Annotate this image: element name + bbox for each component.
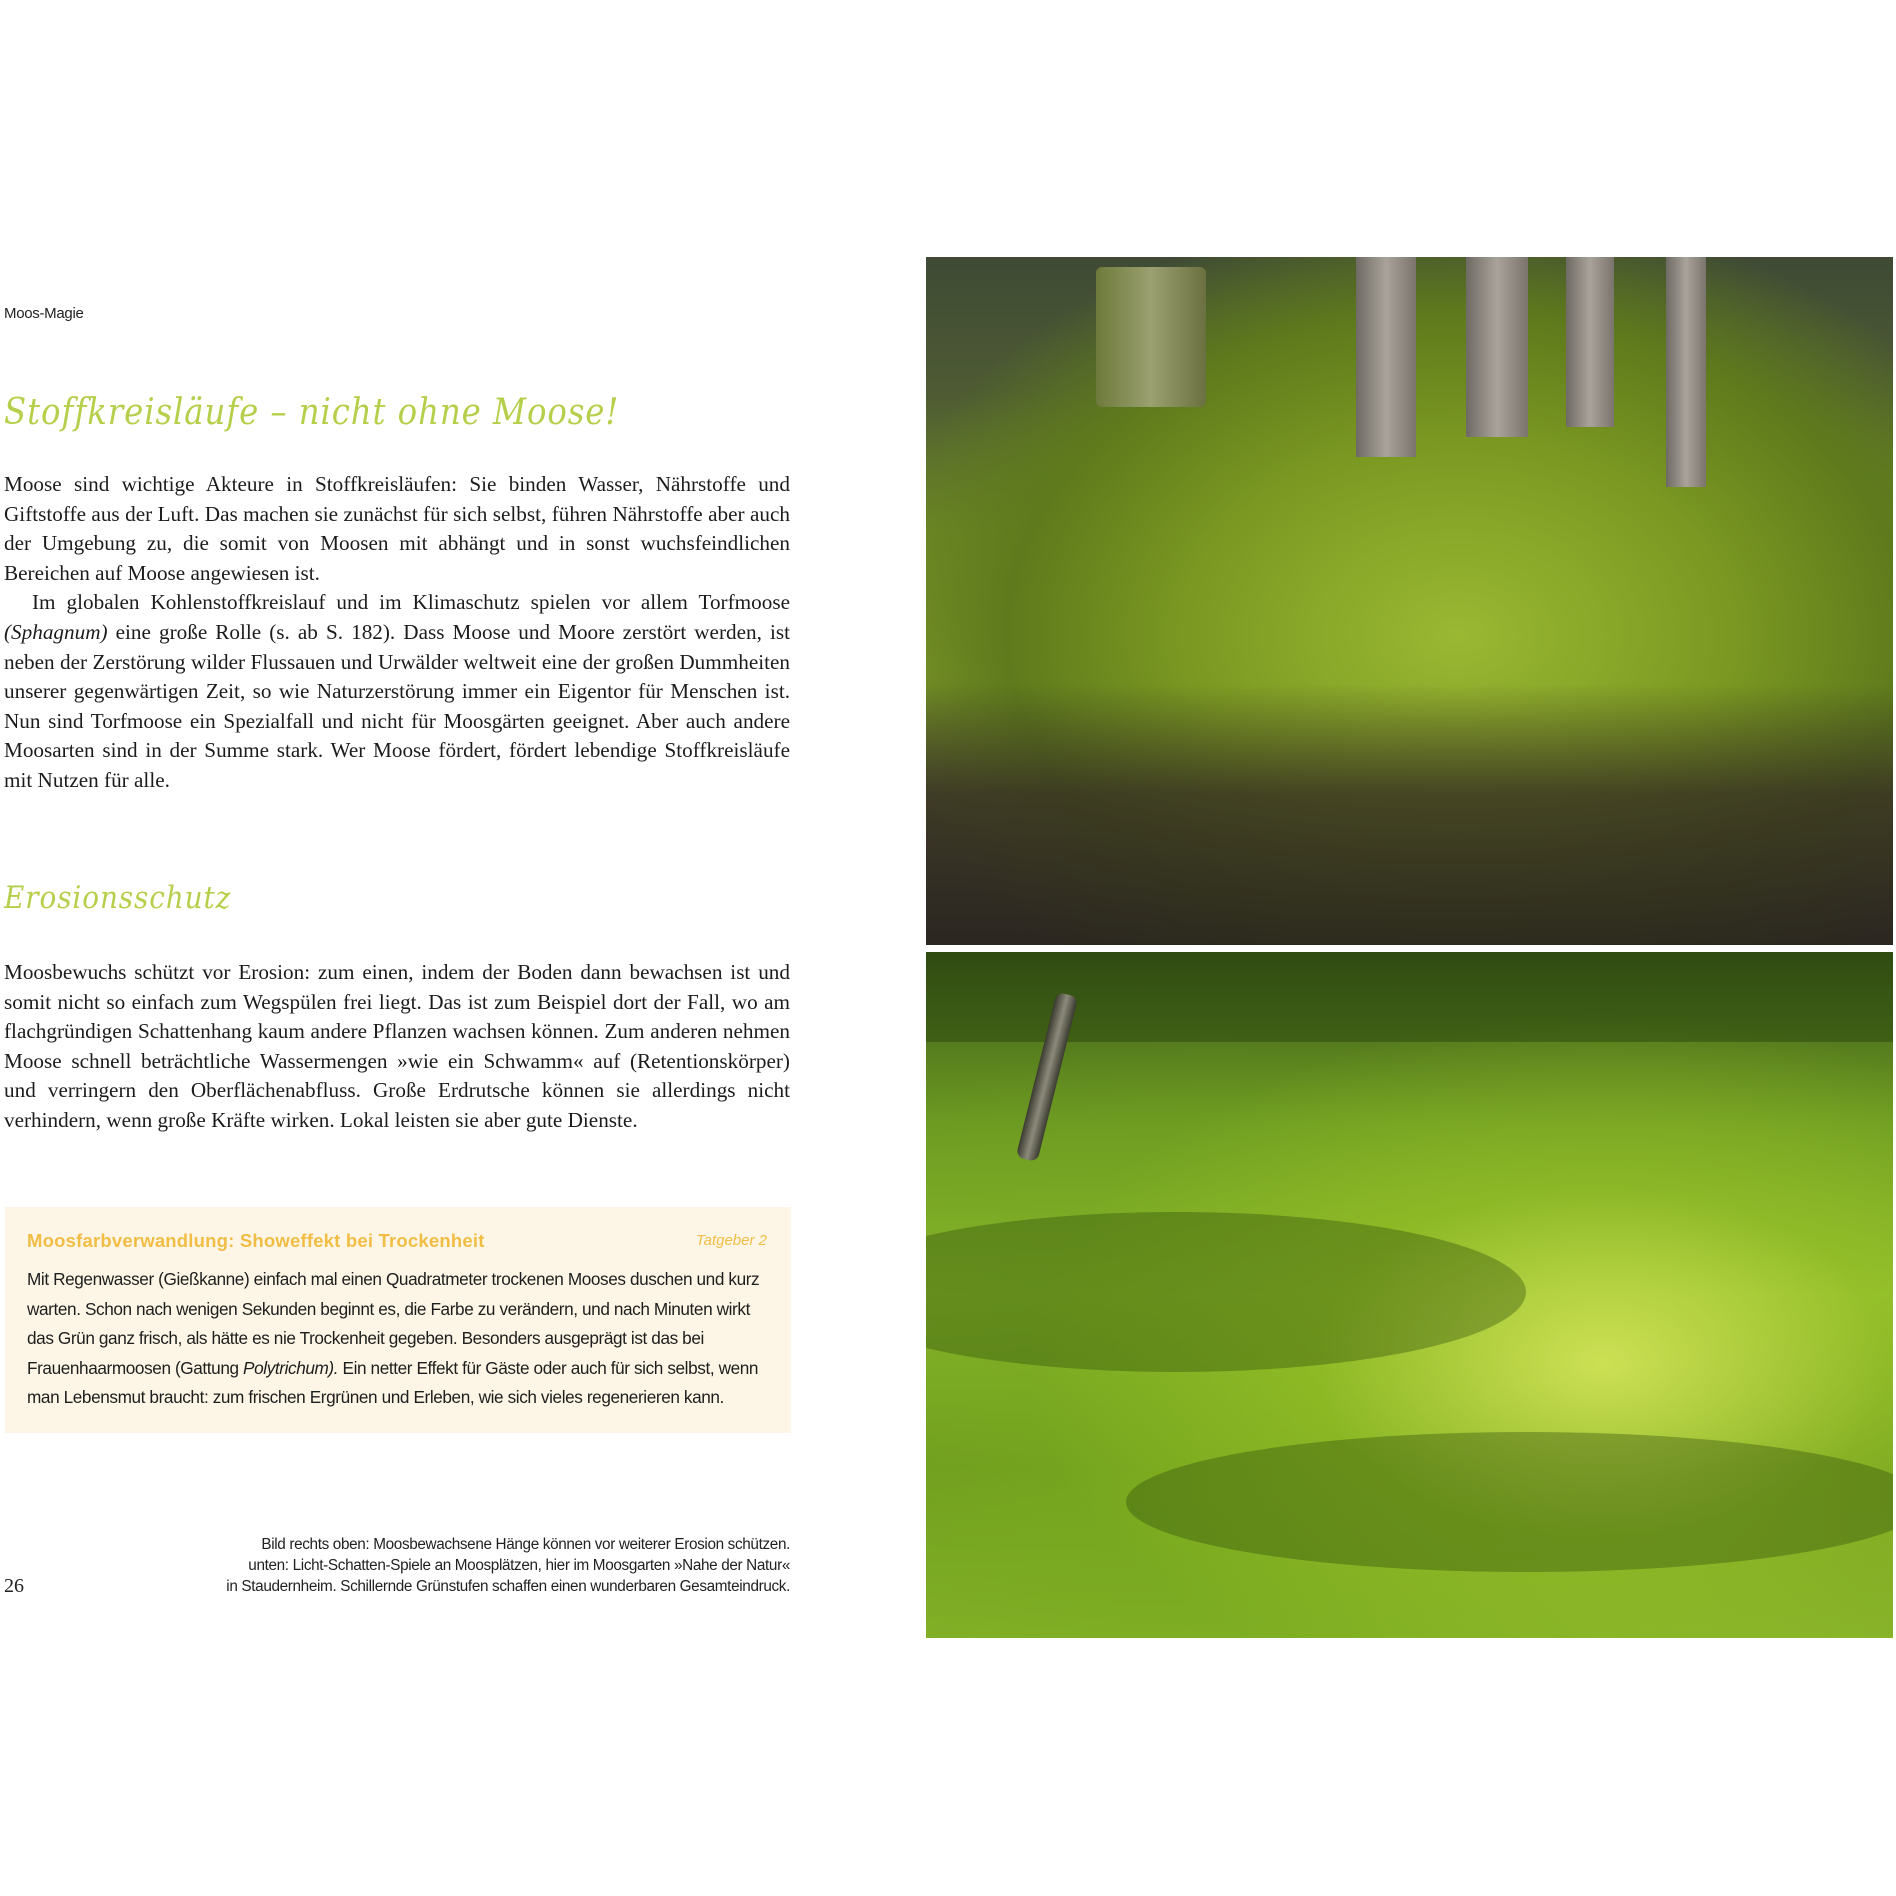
image-caption [226,1534,790,1597]
caption-line: unten: Licht-Schatten-Spiele an Moosplätzen, hier im Moosgarten »Nahe der Natur« [248,1557,790,1574]
tree-trunk [1566,257,1614,427]
paragraph-text: eine große Rolle (s. ab S. 182). Dass Moose und Moore zerstört werden, ist neben der Zerstörung wilder Flussauen und Urwälder weltweit eine der großen Dummheiten unserer gegenwärtigen Zeit, so wie Naturzerstörung immer ein Eigentor für Menschen ist. Nun sind Torfmoose ein Spezialfall und nicht für Moosgärten geeignet. Aber auch andere Moosarten sind in der Summe stark. Wer Moose fördert, fördert lebendige Stoffkreisläufe mit Nutzen für alle. [4,619,790,792]
genus-name: Polytrichum). [243,1357,339,1378]
running-head: Moos-Magie [4,305,84,322]
shadow-area [1126,1432,1893,1572]
section-body-erosionsschutz [4,958,790,1136]
section-heading-stoffkreislaeufe: Stoffkreisläufe – nicht ohne Moose! [4,392,620,433]
photo-mossy-slope [926,257,1893,945]
shadow-area [926,1212,1526,1372]
page-number: 26 [4,1575,24,1597]
photo-moss-carpet [926,952,1893,1638]
paragraph [4,588,790,795]
tip-box-text [27,1265,773,1413]
tree-trunk [1666,257,1706,487]
caption-line: Bild rechts oben: Moosbewachsene Hänge können vor weiterer Erosion schützen. [261,1536,790,1553]
species-name: (Sphagnum) [4,619,108,644]
paragraph: Moosbewuchs schützt vor Erosion: zum einen, indem der Boden dann bewachsen ist und somit nicht so einfach zum Wegspülen frei liegt. Das ist zum Beispiel dort der Fall, wo am flachgründigen Schattenhang kaum andere Pflanzen wachsen können. Zum anderen nehmen Moose schnell beträchtliche Wassermengen »wie ein Schwamm« auf (Retentionskörper) und verringern den Oberflächenabfluss. Große Erdrutsche können sie allerdings nicht verhindern, wenn große Kräfte wirken. Lokal leisten sie aber gute Dienste. [4,960,790,1132]
tree-trunk [1356,257,1416,457]
section-heading-erosionsschutz: Erosionsschutz [4,880,232,916]
tip-box [5,1207,791,1433]
tip-box-title: Moosfarbverwandlung: Showeffekt bei Trockenheit [27,1230,485,1251]
tree-stump [1096,267,1206,407]
tip-text: Ein netter Effekt für Gäste oder auch für sich selbst, wenn man Lebensmut braucht: zum frischen Ergrünen und Erleben, wie sich vieles regenerieren kann. [27,1357,759,1407]
tree-trunk [1466,257,1528,437]
caption-line: in Staudernheim. Schillernde Grünstufen schaffen einen wunderbaren Gesamteindruck. [226,1578,790,1595]
section-body-stoffkreislaeufe [4,470,790,796]
paragraph-text: Im globalen Kohlenstoffkreislauf und im Klimaschutz spielen vor allem Torfmoose [32,590,790,615]
tip-text: Mit Regenwasser (Gießkanne) einfach mal einen Quadratmeter trockenen Mooses duschen und kurz warten. Schon nach wenigen Sekunden beginnt es, die Farbe zu verändern, und nach Minuten wirkt das Grün ganz frisch, als hätte es nie Trockenheit gegeben. Besonders ausgeprägt ist das bei Frauenhaarmoosen (Gattung [27,1269,760,1378]
paragraph: Moose sind wichtige Akteure in Stoffkreisläufen: Sie binden Wasser, Nährstoffe und Giftstoffe aus der Luft. Das machen sie zunächst für sich selbst, führen Nährstoffe aber auch der Umgebung zu, die somit von Moosen mit abhängt und in sonst wuchsfeindlichen Bereichen auf Moose angewiesen ist. [4,472,790,585]
tip-box-tag: Tatgeber 2 [695,1232,767,1249]
